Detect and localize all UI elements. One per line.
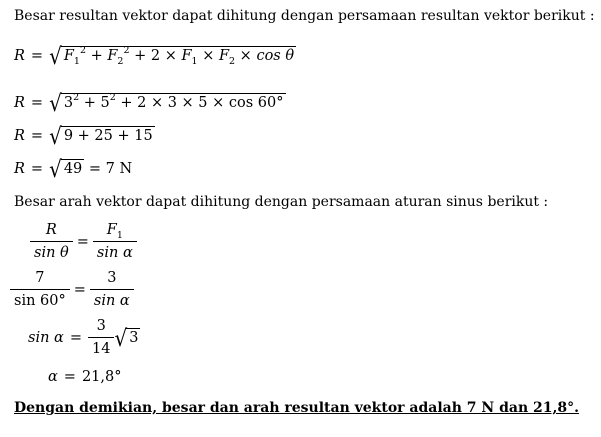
formula-lhs: R: [14, 128, 25, 144]
sqrt-symbol: √ 3: [114, 323, 139, 352]
formula-eq: =: [73, 281, 86, 298]
formula-lhs: R: [14, 95, 25, 111]
formula-radicand: $F_1^2 + F_2^2 + 2 \times F_1 \times F_2 \times \cos \theta$: [61, 46, 296, 66]
formula-eq: =: [30, 48, 44, 64]
sqrt-symbol: √ 9 + 25 + 15: [49, 122, 153, 150]
formula-lhs: α: [48, 369, 58, 385]
intro-direction-text: Besar arah vektor dapat dihitung dengan persamaan aturan sinus berikut :: [14, 194, 549, 210]
formula-result: [14, 155, 133, 183]
formula-lhs: R: [14, 48, 25, 64]
sine-values-formula: [10, 270, 134, 309]
formula-eq: =: [30, 95, 44, 111]
formula-lhs: R: [14, 161, 25, 177]
formula-eq: =: [69, 329, 82, 346]
sine-rule-formula: [30, 222, 137, 261]
formula-general: [14, 42, 296, 70]
formula-eq: =: [63, 369, 76, 385]
formula-lhs: sin α: [28, 329, 64, 346]
fraction-left: $\frac{7}{\sin 60^\circ}$: [10, 270, 70, 309]
fraction-right: $\frac{F_1}{\text{sin α}}$: [93, 222, 137, 261]
formula-radicand: 49: [61, 159, 84, 179]
fraction-left: $\frac{R}{\text{sin θ}}$: [30, 222, 73, 261]
fraction-right: $\frac{3}{\text{sin α}}$: [90, 270, 134, 309]
sqrt-symbol: √ 49: [49, 155, 83, 183]
formula-radicand: 9 + 25 + 15: [61, 126, 155, 146]
formula-sum: [14, 122, 155, 150]
formula-result-value: = 7 N: [84, 161, 133, 177]
formula-eq: =: [30, 161, 44, 177]
alpha-value: 21,8°: [81, 369, 122, 385]
conclusion-text: Dengan demikian, besar dan arah resultan vektor adalah 7 N dan 21,8°.: [14, 400, 579, 416]
formula-eq: =: [30, 128, 44, 144]
sqrt-symbol: √ $3^2 + 5^2 + 2 \times 3 \times 5 \times \cos 60^\circ$: [49, 89, 284, 117]
intro-resultant-text: Besar resultan vektor dapat dihitung dengan persamaan resultan vektor berikut :: [14, 8, 595, 24]
formula-substituted: [14, 89, 286, 117]
fraction: $\frac{3}{14}$: [88, 318, 114, 357]
sin-alpha-formula: [28, 318, 140, 357]
sqrt-symbol: √ $F_1^2 + F_2^2 + 2 \times F_1 \times F_2 \times \cos \theta$: [49, 42, 295, 70]
alpha-result: [48, 369, 122, 385]
formula-radicand: $3^2 + 5^2 + 2 \times 3 \times 5 \times \cos 60^\circ$: [61, 93, 286, 113]
formula-eq: =: [76, 233, 89, 250]
